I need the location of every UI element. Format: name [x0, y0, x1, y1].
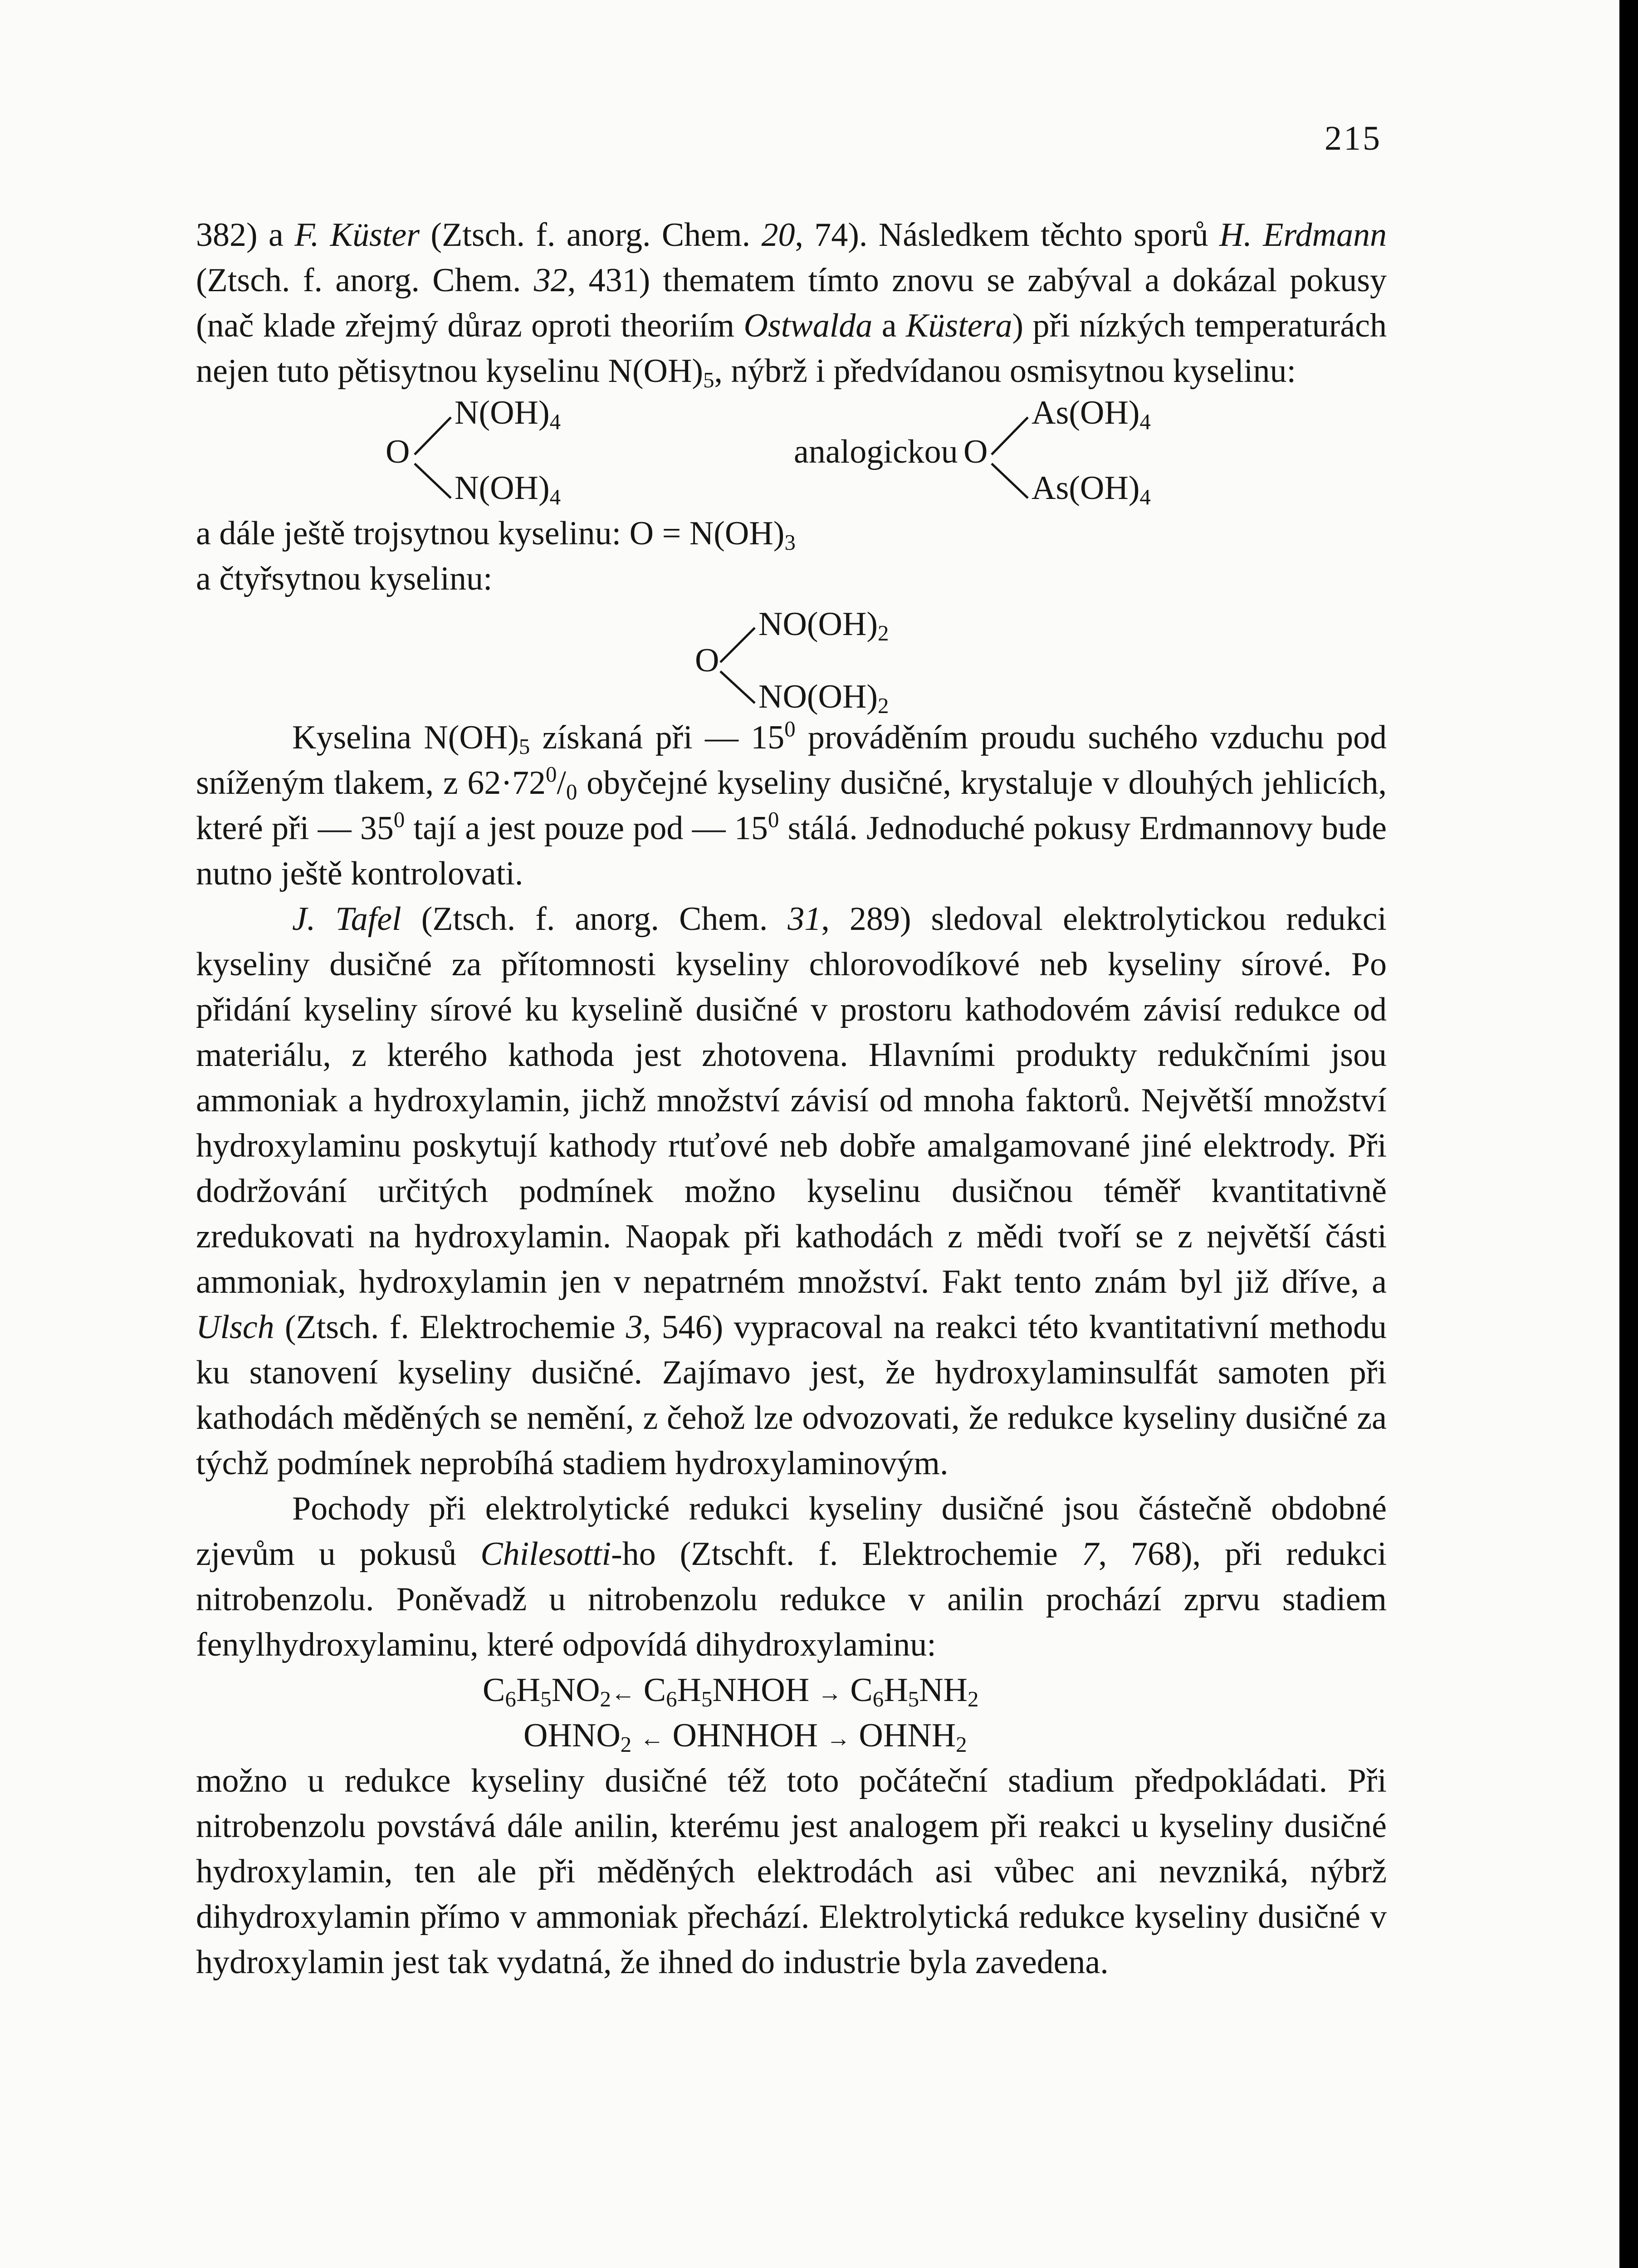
group-top-left: $N(OH)_4$	[455, 394, 561, 435]
reaction-scheme	[196, 1667, 1387, 1758]
formula-trojsytna: = N(OH)	[654, 515, 785, 552]
text-run: (Ztsch. f. anorg. Chem.	[401, 900, 788, 938]
text-run: získaná při — 15	[530, 719, 785, 756]
text-run: , 431) thematem tímto znovu se zabýval a dokázal pokusy (nač klade zřejmý důraz oproti theoriím	[196, 262, 1387, 344]
scheme-row-2: $OHNO_2$ ← OHNHOH → $OHNH_2$	[523, 1717, 967, 1757]
author-name: Küstera	[906, 307, 1012, 344]
paragraph-kyselina	[196, 715, 1387, 896]
arrow-left-icon: ←	[640, 1725, 664, 1752]
paragraph-continuation	[196, 212, 1387, 394]
volume-number: 20	[761, 216, 795, 254]
text-run: stálá. Jednoduché pokusy Erdmannovy bude nutno ještě kontrolovati.	[196, 810, 1387, 892]
text-run: , nýbrž i předvídanou osmisytnou kyselinu:	[714, 352, 1296, 390]
volume-number: 7	[1081, 1535, 1099, 1573]
author-name: J. Tafel	[292, 900, 401, 938]
group-top: $NO(OH)_2$	[758, 606, 889, 646]
volume-number: 32	[533, 262, 567, 299]
superscript: 0	[768, 807, 779, 832]
text-run: , 74). Následkem těchto sporů	[795, 216, 1219, 254]
text-run: ) při nízkých temperaturách nejen tuto pětisytnou kyselinu N(OH)	[196, 307, 1387, 390]
text-run: prováděním proudu suchého vzduchu pod sníženým tlakem, z 62·72	[196, 719, 1387, 802]
formula-ctyrsytna	[196, 606, 1387, 719]
volume-number: 31	[787, 900, 821, 938]
paragraph-pochody	[196, 1486, 1387, 1667]
text-run: , 768), při redukci nitrobenzolu. Poněvadž u nitrobenzolu redukce v anilin prochází zprvu stadiem fenylhydroxylaminu, které odpovídá dihydroxylaminu:	[196, 1535, 1387, 1663]
text-run: -ho (Ztschft. f. Elektrochemie	[611, 1535, 1082, 1573]
text-run: obyčejné kyseliny dusičné, krystaluje v dlouhých jehlicích, které při — 35	[196, 764, 1387, 847]
paragraph-tafel	[196, 896, 1387, 1486]
text-run: Kyselina N(OH)	[292, 719, 519, 756]
oxygen-atom: O	[963, 433, 988, 470]
author-name: Ulsch	[196, 1309, 274, 1346]
volume-number: 3	[626, 1309, 643, 1346]
arrow-right-icon: →	[826, 1725, 851, 1752]
text-run: (Ztsch. f. anorg. Chem.	[420, 216, 762, 254]
page-number: 215	[1325, 119, 1382, 157]
word-analogickou: analogickou	[794, 433, 958, 470]
text-run: (Ztsch. f. anorg. Chem.	[196, 262, 534, 299]
superscript: 0	[393, 807, 405, 832]
line-trojsytnou	[196, 511, 1387, 556]
text-run: (Ztsch. f. Elektrochemie	[274, 1309, 626, 1346]
text-run: /	[557, 764, 566, 802]
author-name: F. Küster	[294, 216, 420, 254]
arrow-right-icon: →	[817, 1680, 842, 1706]
group-bottom: $NO(OH)_2$	[758, 678, 889, 719]
oxygen-atom: O	[386, 433, 410, 470]
text-run: tají a jest pouze pod — 15	[405, 810, 768, 847]
text-run: a dále ještě trojsytnou kyselinu: O	[196, 515, 654, 552]
subscript: 5	[703, 367, 714, 393]
text-run: a	[872, 307, 906, 344]
formula-osmisytna	[196, 394, 1387, 511]
line-ctyrsytnou: a čtyřsytnou kyselinu:	[196, 560, 493, 597]
subscript: 3	[784, 530, 796, 555]
author-name: H. Erdmann	[1219, 216, 1387, 254]
subscript: 0	[566, 779, 577, 805]
author-name: Chilesotti	[480, 1535, 611, 1573]
group-top-right: $As(OH)_4$	[1032, 394, 1151, 435]
text-run: 382) a	[196, 216, 295, 254]
author-name: Ostwalda	[743, 307, 873, 344]
superscript: 0	[545, 762, 557, 787]
body-text	[196, 212, 1387, 1985]
superscript: 0	[784, 716, 796, 742]
group-bottom-right: $As(OH)_4$	[1032, 469, 1151, 510]
text-run: , 289) sledoval elektrolytickou redukci kyseliny dusičné za přítomnosti kyseliny chlorovodíkové neb kyseliny sírové. Po přidání kyseliny sírové ku kyselině dusičné v prostoru kathodovém závisí redukce od materiálu, z kterého kathoda jest zhotovena. Hlavními produkty redukčními jsou ammoniak a hydroxylamin, jichž množství závisí od mnoha faktorů. Největší množství hydroxylaminu poskytují kathody rtuťové neb dobře amalgamované jiné elektrody. Při dodržování určitých podmínek možno kyselinu dusičnou téměř kvantitativně zredukovati na hydroxylamin. Naopak při kathodách z mědi tvoří se z největší části ammoniak, hydroxylamin jen v nepatrném množství. Fakt tento znám byl již dříve, a	[196, 900, 1387, 1300]
scheme-row-1: $C_6H_5NO_2\leftarrow$ $C_6H_5NHOH \to C_6H_5NH_2$	[483, 1672, 979, 1712]
arrow-left-icon: ←	[611, 1680, 636, 1706]
oxygen-atom: O	[695, 642, 719, 679]
text-run: Pochody při elektrolytické redukci kyseliny dusičné jsou částečně obdobné zjevům u pokusů	[196, 1490, 1387, 1573]
paragraph-mozno: možno u redukce kyseliny dusičné též toto počáteční stadium předpokládati. Při nitrobenzolu povstává dále anilin, kterému jest analogem při reakci u kyseliny dusičné hydroxylamin, ten ale při měděných elektrodách asi vůbec ani nevzniká, nýbrž dihydroxylamin přímo v ammoniak přechází. Elektrolytická redukce kyseliny dusičné v hydroxylamin jest tak vydatná, že ihned do industrie byla zavedena.	[196, 1762, 1387, 1981]
subscript: 5	[518, 734, 530, 759]
group-bottom-left: $N(OH)_4$	[455, 469, 561, 510]
text-run: , 546) vypracoval na reakci této kvantitativní methodu ku stanovení kyseliny dusičné. Zajímavo jest, že hydroxylaminsulfát samoten při kathodách měděných se nemění, z čehož lze odvozovati, že redukce kyseliny dusičné za týchž podmínek neprobíhá stadiem hydroxylaminovým.	[196, 1309, 1387, 1482]
